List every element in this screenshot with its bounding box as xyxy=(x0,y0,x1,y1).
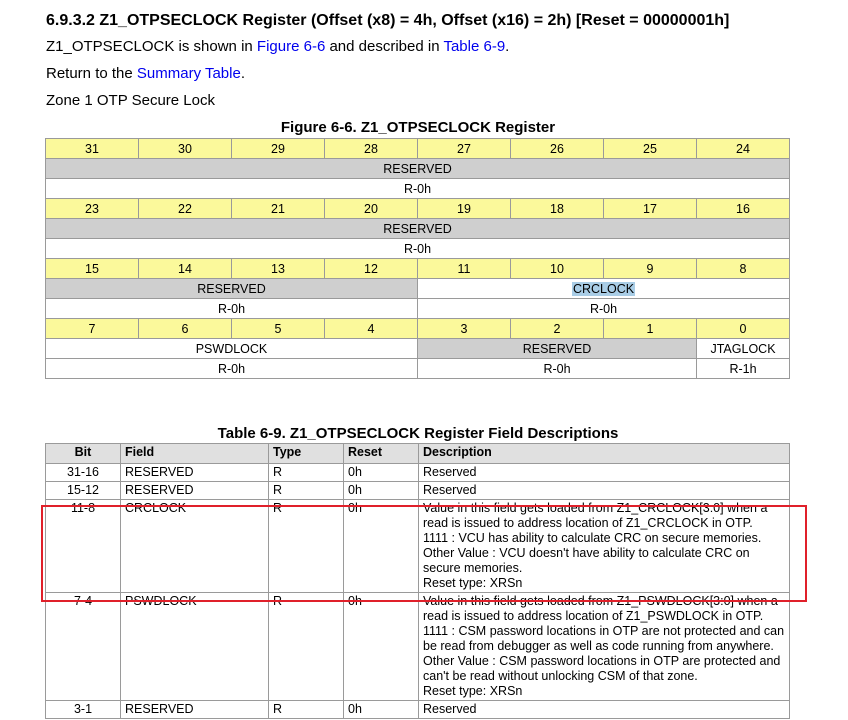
cell-type: R xyxy=(269,500,344,593)
bit-number: 21 xyxy=(232,199,325,219)
field-access: R-0h xyxy=(418,359,697,379)
field-description-table xyxy=(45,443,790,719)
table-header-row xyxy=(46,444,790,464)
bit-number-row xyxy=(46,139,790,159)
cell-bit: 3-1 xyxy=(46,701,121,719)
header-type: Type xyxy=(269,444,344,464)
register-figure xyxy=(45,138,790,379)
header-description: Description xyxy=(419,444,790,464)
bit-number: 17 xyxy=(604,199,697,219)
field-pswdlock: PSWDLOCK xyxy=(46,339,418,359)
bit-number: 27 xyxy=(418,139,511,159)
cell-bit: 11-8 xyxy=(46,500,121,593)
cell-reset: 0h xyxy=(344,701,419,719)
cell-reset: 0h xyxy=(344,500,419,593)
desc-line: Reset type: XRSn xyxy=(423,576,523,590)
field-crclock xyxy=(418,279,790,299)
bit-number: 19 xyxy=(418,199,511,219)
bit-number-row xyxy=(46,199,790,219)
field-access-row xyxy=(46,359,790,379)
desc-line: 1111 : CSM password locations in OTP are not protected and can be read from debugger as well as code running from anywhere. xyxy=(423,624,785,653)
figure-caption: Figure 6-6. Z1_OTPSECLOCK Register xyxy=(280,119,556,136)
crclock-highlight: CRCLOCK xyxy=(572,281,635,296)
field-access: R-0h xyxy=(418,299,790,319)
bit-number: 31 xyxy=(46,139,139,159)
field-reserved: RESERVED xyxy=(46,219,790,239)
header-field: Field xyxy=(121,444,269,464)
field-access-row xyxy=(46,239,790,259)
table-row xyxy=(46,593,790,701)
bit-number: 29 xyxy=(232,139,325,159)
cell-field: RESERVED xyxy=(121,464,269,482)
return-paragraph xyxy=(46,65,245,82)
bit-number: 26 xyxy=(511,139,604,159)
table-row xyxy=(46,701,790,719)
desc-line: Other Value : CSM password locations in OTP are protected and can't be read without unlocking CSM of that zone. xyxy=(423,654,781,683)
cell-description: Reserved xyxy=(419,482,790,500)
cell-description xyxy=(419,500,790,593)
field-access-row xyxy=(46,179,790,199)
bit-number: 28 xyxy=(325,139,418,159)
cell-field: RESERVED xyxy=(121,482,269,500)
bit-number: 12 xyxy=(325,259,418,279)
section-heading: 6.9.3.2 Z1_OTPSECLOCK Register (Offset (x8) = 4h, Offset (x16) = 2h) [Reset = 00000001h] xyxy=(46,12,730,29)
field-access: R-0h xyxy=(46,299,418,319)
bit-number: 25 xyxy=(604,139,697,159)
bit-number: 2 xyxy=(511,319,604,339)
bit-number: 20 xyxy=(325,199,418,219)
field-access: R-0h xyxy=(46,179,790,199)
intro-suffix: . xyxy=(505,38,510,55)
cell-field: PSWDLOCK xyxy=(121,593,269,701)
cell-field: CRCLOCK xyxy=(121,500,269,593)
table-row xyxy=(46,482,790,500)
bit-number-row xyxy=(46,259,790,279)
cell-type: R xyxy=(269,464,344,482)
return-suffix: . xyxy=(240,65,245,82)
figure-link[interactable]: Figure 6-6 xyxy=(256,38,326,55)
field-access: R-1h xyxy=(697,359,790,379)
bit-number: 18 xyxy=(511,199,604,219)
desc-line: Reset type: XRSn xyxy=(423,684,523,698)
field-name-row xyxy=(46,279,790,299)
bit-number: 1 xyxy=(604,319,697,339)
cell-field: RESERVED xyxy=(121,701,269,719)
field-reserved: RESERVED xyxy=(46,159,790,179)
desc-line: Value in this field gets loaded from Z1_CRCLOCK[3:0] when a read is issued to address location of Z1_CRCLOCK in OTP. xyxy=(423,501,768,530)
bit-number: 14 xyxy=(139,259,232,279)
register-subtitle: Zone 1 OTP Secure Lock xyxy=(46,92,215,109)
cell-description xyxy=(419,593,790,701)
table-link[interactable]: Table 6-9 xyxy=(443,38,506,55)
field-name-row xyxy=(46,159,790,179)
bit-number: 16 xyxy=(697,199,790,219)
bit-number: 22 xyxy=(139,199,232,219)
desc-line: Other Value : VCU doesn't have ability to calculate CRC on secure memories. xyxy=(423,546,750,575)
bit-number: 5 xyxy=(232,319,325,339)
return-prefix: Return to the xyxy=(46,65,133,82)
table-row xyxy=(46,500,790,593)
header-reset: Reset xyxy=(344,444,419,464)
bit-number: 13 xyxy=(232,259,325,279)
desc-line: Value in this field gets loaded from Z1_PSWDLOCK[3:0] when a read is issued to address location of Z1_PSWDLOCK in OTP. xyxy=(423,594,778,623)
cell-description: Reserved xyxy=(419,464,790,482)
field-reserved: RESERVED xyxy=(418,339,697,359)
field-name-row xyxy=(46,339,790,359)
bit-number: 30 xyxy=(139,139,232,159)
field-name-row xyxy=(46,219,790,239)
bit-number: 8 xyxy=(697,259,790,279)
bit-number: 6 xyxy=(139,319,232,339)
bit-number: 24 xyxy=(697,139,790,159)
bit-number: 10 xyxy=(511,259,604,279)
header-bit: Bit xyxy=(46,444,121,464)
cell-type: R xyxy=(269,593,344,701)
bit-number: 7 xyxy=(46,319,139,339)
desc-line: 1111 : VCU has ability to calculate CRC on secure memories. xyxy=(423,531,762,545)
cell-bit: 31-16 xyxy=(46,464,121,482)
bit-number: 23 xyxy=(46,199,139,219)
cell-description: Reserved xyxy=(419,701,790,719)
intro-paragraph xyxy=(46,38,509,55)
bit-number: 9 xyxy=(604,259,697,279)
cell-reset: 0h xyxy=(344,482,419,500)
cell-bit: 15-12 xyxy=(46,482,121,500)
field-jtaglock: JTAGLOCK xyxy=(697,339,790,359)
field-access: R-0h xyxy=(46,239,790,259)
table-row xyxy=(46,464,790,482)
field-access: R-0h xyxy=(46,359,418,379)
cell-reset: 0h xyxy=(344,464,419,482)
bit-number: 0 xyxy=(697,319,790,339)
field-reserved: RESERVED xyxy=(46,279,418,299)
bit-number-row xyxy=(46,319,790,339)
summary-table-link[interactable]: Summary Table xyxy=(136,65,241,82)
cell-bit: 7-4 xyxy=(46,593,121,701)
intro-prefix: Z1_OTPSECLOCK is shown in xyxy=(46,38,253,55)
bit-number: 11 xyxy=(418,259,511,279)
cell-type: R xyxy=(269,482,344,500)
bit-number: 3 xyxy=(418,319,511,339)
table-caption: Table 6-9. Z1_OTPSECLOCK Register Field Descriptions xyxy=(217,425,619,442)
cell-type: R xyxy=(269,701,344,719)
bit-number: 15 xyxy=(46,259,139,279)
intro-middle: and described in xyxy=(329,38,440,55)
field-access-row xyxy=(46,299,790,319)
bit-number: 4 xyxy=(325,319,418,339)
cell-reset: 0h xyxy=(344,593,419,701)
